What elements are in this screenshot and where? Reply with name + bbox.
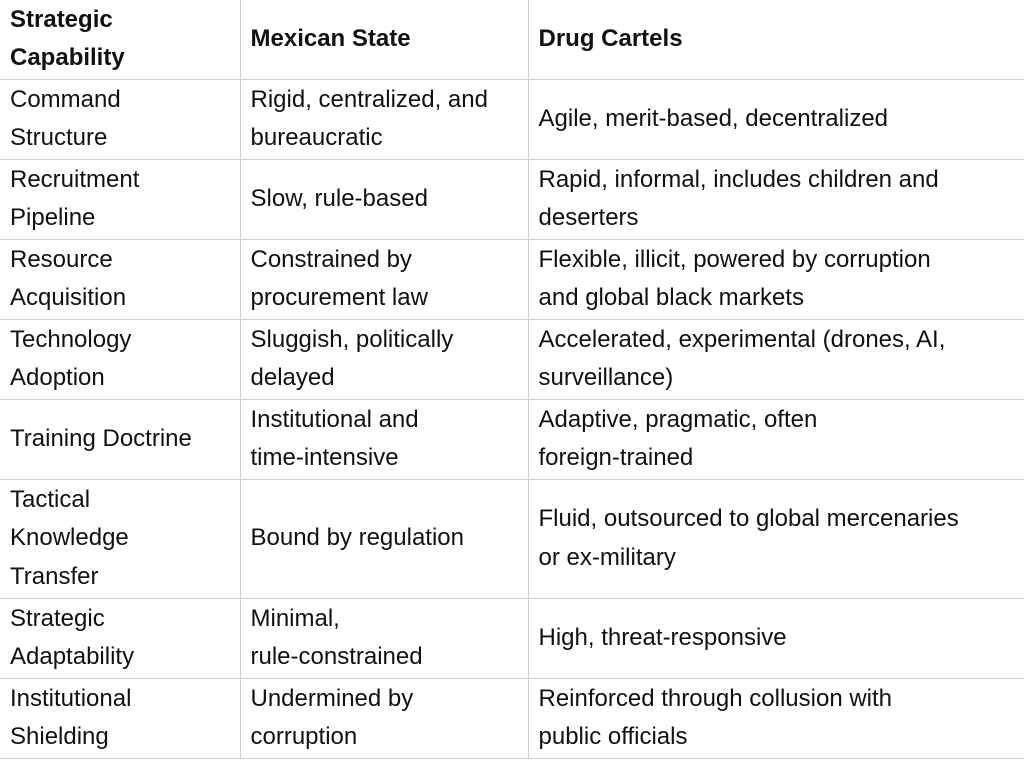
mexican-state-cell: Institutional and time-intensive — [240, 399, 528, 479]
table-row — [0, 598, 1024, 678]
mexican-state-cell: Slow, rule-based — [240, 159, 528, 239]
column-header-mexican-state: Mexican State — [240, 0, 528, 79]
table-row — [0, 678, 1024, 758]
column-header-drug-cartels: Drug Cartels — [528, 0, 1024, 79]
capability-cell: Technology Adoption — [0, 319, 240, 399]
capability-cell: Strategic Adaptability — [0, 598, 240, 678]
table-row — [0, 239, 1024, 319]
mexican-state-cell: Rigid, centralized, and bureaucratic — [240, 79, 528, 159]
drug-cartels-cell: Flexible, illicit, powered by corruption and global black markets — [528, 239, 1024, 319]
drug-cartels-cell: Rapid, informal, includes children and deserters — [528, 159, 1024, 239]
table-row — [0, 159, 1024, 239]
drug-cartels-cell: Accelerated, experimental (drones, AI, surveillance) — [528, 319, 1024, 399]
mexican-state-cell: Sluggish, politically delayed — [240, 319, 528, 399]
drug-cartels-cell: Adaptive, pragmatic, often foreign-trained — [528, 399, 1024, 479]
mexican-state-cell: Minimal, rule-constrained — [240, 598, 528, 678]
drug-cartels-cell: Agile, merit-based, decentralized — [528, 79, 1024, 159]
capability-cell: Tactical Knowledge Transfer — [0, 479, 240, 598]
mexican-state-cell: Bound by regulation — [240, 479, 528, 598]
drug-cartels-cell: Fluid, outsourced to global mercenaries or ex-military — [528, 479, 1024, 598]
capability-cell: Training Doctrine — [0, 399, 240, 479]
table-row — [0, 399, 1024, 479]
table-row — [0, 319, 1024, 399]
capability-cell: Recruitment Pipeline — [0, 159, 240, 239]
drug-cartels-cell: Reinforced through collusion with public officials — [528, 678, 1024, 758]
mexican-state-cell: Constrained by procurement law — [240, 239, 528, 319]
capability-cell: Resource Acquisition — [0, 239, 240, 319]
drug-cartels-cell: High, threat-responsive — [528, 598, 1024, 678]
column-header-strategic-capability: Strategic Capability — [0, 0, 240, 79]
capability-cell: Command Structure — [0, 79, 240, 159]
mexican-state-cell: Undermined by corruption — [240, 678, 528, 758]
capability-cell: Institutional Shielding — [0, 678, 240, 758]
table-header-row — [0, 0, 1024, 79]
table-row — [0, 79, 1024, 159]
table-row — [0, 479, 1024, 598]
